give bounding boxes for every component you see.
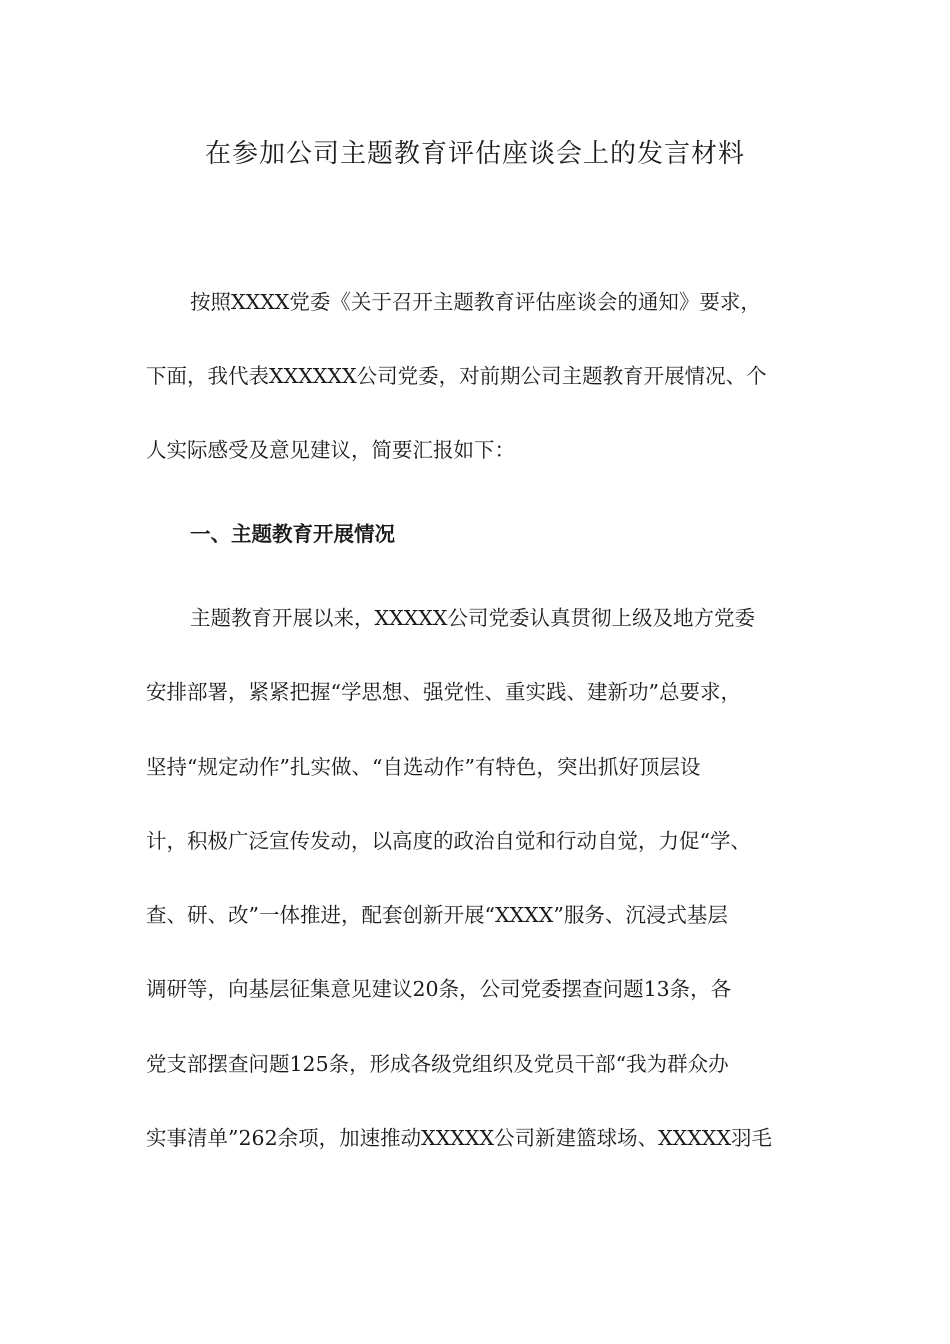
paragraph-section1-line-6: 调研等，向基层征集意见建议20条，公司党委摆查问题13条，各 — [146, 977, 732, 1001]
paragraph-intro-line-3: 人实际感受及意见建议，简要汇报如下： — [146, 438, 515, 462]
paragraph-section1-line-5: 查、研、改”一体推进，配套创新开展“XXXX”服务、沉浸式基层 — [146, 903, 728, 927]
document-title: 在参加公司主题教育评估座谈会上的发言材料 — [204, 139, 745, 169]
paragraph-section1-line-3: 坚持“规定动作”扎实做、“自选动作”有特色，突出抓好顶层设 — [146, 755, 701, 779]
paragraph-section1-line-1: 主题教育开展以来，XXXXX公司党委认真贯彻上级及地方党委 — [190, 606, 755, 630]
paragraph-section1-line-8: 实事清单”262余项，加速推动XXXXX公司新建篮球场、XXXXX羽毛 — [146, 1126, 773, 1150]
paragraph-section1-line-7: 党支部摆查问题125条，形成各级党组织及党员干部“我为群众办 — [146, 1052, 729, 1076]
paragraph-section1-line-4: 计，积极广泛宣传发动，以高度的政治自觉和行动自觉，力促“学、 — [146, 829, 751, 853]
paragraph-intro-line-2: 下面，我代表XXXXXX公司党委，对前期公司主题教育开展情况、个 — [146, 364, 767, 388]
paragraph-intro-line-1: 按照XXXX党委《关于召开主题教育评估座谈会的通知》要求， — [190, 290, 761, 314]
paragraph-section1-line-2: 安排部署，紧紧把握“学思想、强党性、重实践、建新功”总要求， — [146, 680, 741, 704]
section-heading-1: 一、主题教育开展情况 — [190, 522, 395, 546]
